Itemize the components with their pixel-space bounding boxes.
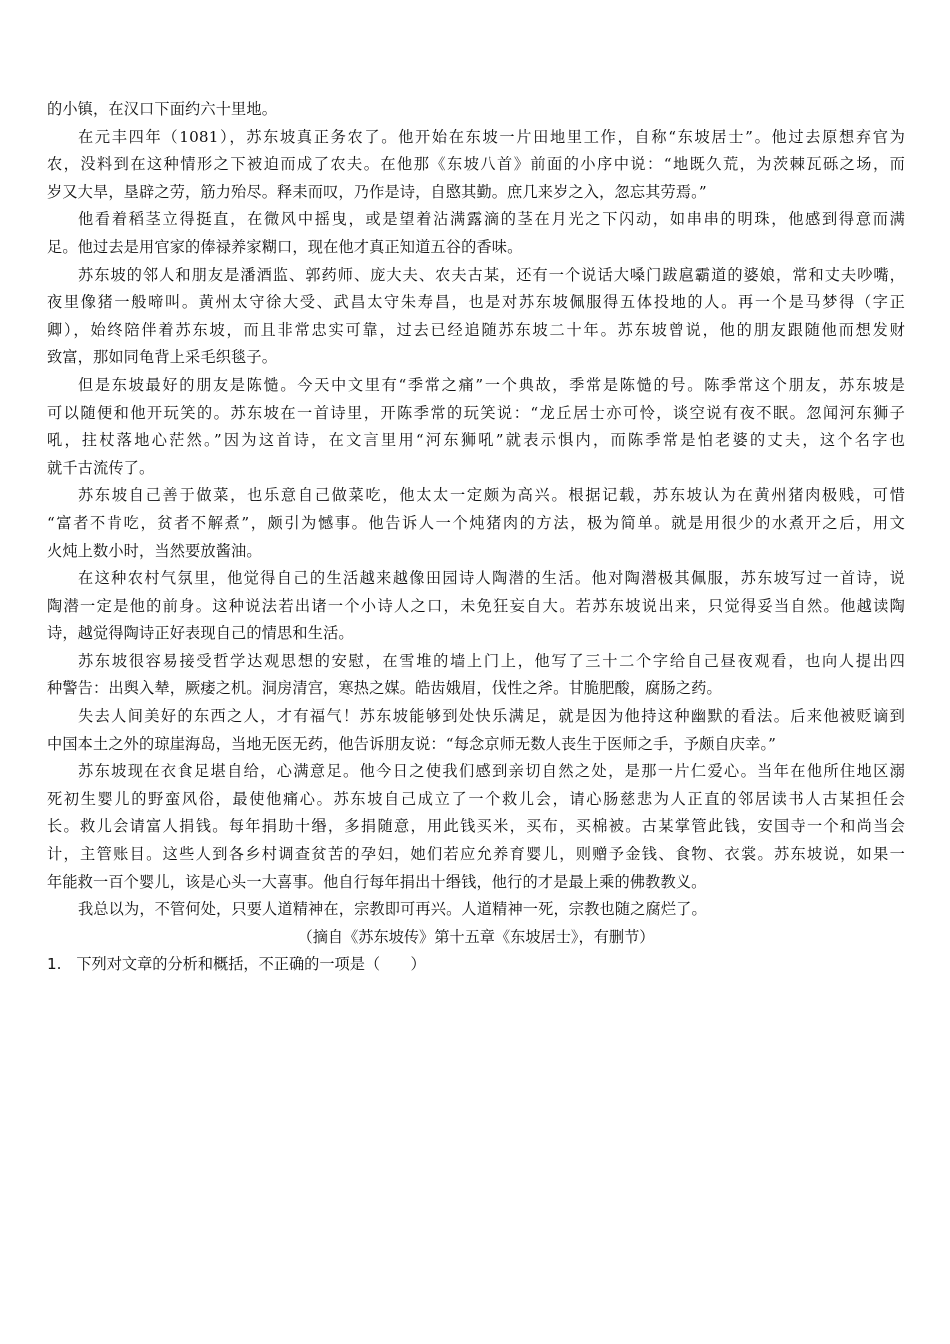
text-line: 他看着稻茎立得挺直，在微风中摇曳，或是望着沾满露滴的茎在月光之下闪动，如串串的明珠，他感到得意而满 [78,210,905,229]
paragraph [47,648,905,703]
text-line: 失去人间美好的东西之人，才有福气！苏东坡能够到处快乐满足，就是因为他持这种幽默的看法。后来他被贬谪到 [78,707,905,726]
article-body [47,96,905,924]
text-line: 我总以为，不管何处，只要人道精神在，宗教即可再兴。人道精神一死，宗教也随之腐烂了。 [78,900,707,919]
text-line: 计，主管账目。这些人到各乡村调查贫苦的孕妇，她们若应允养育婴儿，则赠予金钱、食物、衣裳。苏东坡说，如果一 [47,845,905,864]
source-note: （摘自《苏东坡传》第十五章《东坡居士》，有删节） [297,927,655,946]
text-line: 种警告：出舆入辇，厥痿之机。洞房清宫，寒热之媒。皓齿娥眉，伐性之斧。甘脆肥酸，腐肠之药。 [47,679,722,698]
text-line: 的小镇，在汉口下面约六十里地。 [47,100,278,118]
text-line: 但是东坡最好的朋友是陈慥。今天中文里有“季常之痛”一个典故，季常是陈慥的号。陈季常这个朋友，苏东坡是 [78,375,905,394]
text-line: 在这种农村气氛里，他觉得自己的生活越来越像田园诗人陶潜的生活。他对陶潜极其佩服，苏东坡写过一首诗，说 [78,569,905,588]
text-line: 长。救儿会请富人捐钱。每年捐助十缗，多捐随意，用此钱买米，买布，买棉被。古某掌管此钱，安国寺一个和尚当会 [47,817,905,836]
text-line: 诗，越觉得陶诗正好表现自己的情思和生活。 [47,624,354,643]
text-line: 可以随便和他开玩笑的。苏东坡在一首诗里，开陈季常的玩笑说：“龙丘居士亦可怜，谈空说有夜不眠。忽闻河东狮子 [47,403,905,422]
text-line: 苏东坡很容易接受哲学达观思想的安慰，在雪堆的墙上门上，他写了三十二个字给自己昼夜观看，也向人提出四 [78,651,905,670]
text-line: 死初生婴儿的野蛮风俗，最使他痛心。苏东坡自己成立了一个救儿会，请心肠慈悲为人正直的邻居读书人古某担任会 [47,789,905,808]
text-line: 火炖上数小时，当然要放酱油。 [47,541,262,560]
paragraph [47,565,905,648]
question-text: 下列对文章的分析和概括，不正确的一项是（ ） [76,955,426,974]
text-line: 苏东坡的邻人和朋友是潘酒监、郭药师、庞大夫、农夫古某，还有一个说话大嗓门跋扈霸道的婆娘，常和丈夫吵嘴， [78,265,905,284]
paragraph [47,206,905,261]
paragraph [47,372,905,482]
paragraph [47,482,905,565]
text-line: 足。他过去是用官家的俸禄养家糊口，现在他才真正知道五谷的香味。 [47,237,523,256]
text-line: 中国本土之外的琼崖海岛，当地无医无药，他告诉朋友说：“每念京师无数人丧生于医师之手，予颇自庆幸。” [47,734,777,753]
text-line: 岁又大旱，垦辟之劳，筋力殆尽。释耒而叹，乃作是诗，自愍其勤。庶几来岁之入，忽忘其劳焉。” [47,182,707,201]
paragraph [47,758,905,896]
text-line: 吼，拄杖落地心茫然。”因为这首诗，在文言里用“河东狮吼”就表示惧内，而陈季常是怕老婆的丈夫，这个名字也 [47,431,905,450]
text-line: 农，没料到在这种情形之下被迫而成了农夫。在他那《东坡八首》前面的小序中说：“地既久荒，为茨棘瓦砾之场，而 [47,155,905,174]
text-line: 就千古流传了。 [47,458,155,477]
text-line: “富者不肯吃，贫者不解煮”，颇引为憾事。他告诉人一个炖猪肉的方法，极为简单。就是用很少的水煮开之后，用文 [47,513,905,532]
document-page [47,96,905,979]
text-line: 卿），始终陪伴着苏东坡，而且非常忠实可靠，过去已经追随苏东坡二十年。苏东坡曾说，他的朋友跟随他而想发财 [47,320,905,339]
text-line: 苏东坡现在衣食足堪自给，心满意足。他今日之使我们感到亲切自然之处，是那一片仁爱心。当年在他所住地区溺 [78,762,905,781]
text-line: 苏东坡自己善于做菜，也乐意自己做菜吃，他太太一定颇为高兴。根据记载，苏东坡认为在黄州猪肉极贱，可惜 [78,486,905,505]
paragraph [47,96,905,124]
question-number: 1. [47,955,62,974]
text-line: 致富，那如同龟背上采毛织毯子。 [47,348,278,367]
paragraph [47,262,905,372]
paragraph [47,703,905,758]
text-line: 夜里像猪一般啼叫。黄州太守徐大受、武昌太守朱寿昌，也是对苏东坡佩服得五体投地的人。再一个是马梦得（字正 [47,293,905,312]
text-line: 陶潜一定是他的前身。这种说法若出诸一个小诗人之口，未免狂妄自大。若苏东坡说出来，只觉得妥当自然。他越读陶 [47,596,905,615]
text-line: 年能救一百个婴儿，该是心头一大喜事。他自行每年捐出十缗钱，他行的才是最上乘的佛教教义。 [47,872,707,891]
paragraph [47,896,905,924]
paragraph [47,124,905,207]
text-line: 在元丰四年（1081），苏东坡真正务农了。他开始在东坡一片田地里工作，自称“东坡居士”。他过去原想弃官为 [78,127,905,146]
question-1 [47,951,905,979]
